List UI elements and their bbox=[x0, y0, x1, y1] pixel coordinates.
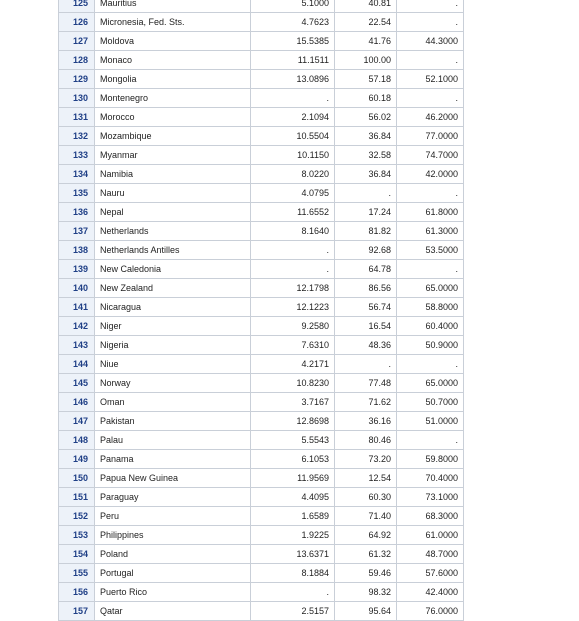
value-column-3-cell: . bbox=[397, 355, 464, 374]
country-name-cell: Monaco bbox=[95, 51, 251, 70]
value-column-1-cell: 4.0795 bbox=[251, 184, 335, 203]
row-number-cell: 133 bbox=[59, 146, 95, 165]
value-column-3-cell: 51.0000 bbox=[397, 412, 464, 431]
value-column-3-cell: 76.0000 bbox=[397, 602, 464, 621]
value-column-2-cell: 40.81 bbox=[335, 0, 397, 13]
country-name-cell: Peru bbox=[95, 507, 251, 526]
value-column-3-cell: 50.9000 bbox=[397, 336, 464, 355]
value-column-2-cell: . bbox=[335, 184, 397, 203]
value-column-3-cell: 68.3000 bbox=[397, 507, 464, 526]
country-name-cell: Netherlands Antilles bbox=[95, 241, 251, 260]
value-column-2-cell: 86.56 bbox=[335, 279, 397, 298]
row-number-cell: 126 bbox=[59, 13, 95, 32]
value-column-2-cell: 98.32 bbox=[335, 583, 397, 602]
value-column-3-cell: 65.0000 bbox=[397, 279, 464, 298]
value-column-2-cell: 36.84 bbox=[335, 127, 397, 146]
value-column-1-cell: . bbox=[251, 583, 335, 602]
value-column-3-cell: . bbox=[397, 184, 464, 203]
data-table-body bbox=[59, 0, 464, 621]
value-column-2-cell: 77.48 bbox=[335, 374, 397, 393]
row-number-cell: 148 bbox=[59, 431, 95, 450]
row-number-cell: 127 bbox=[59, 32, 95, 51]
value-column-1-cell: . bbox=[251, 260, 335, 279]
data-table bbox=[58, 0, 464, 621]
country-name-cell: Qatar bbox=[95, 602, 251, 621]
value-column-3-cell: . bbox=[397, 89, 464, 108]
table-row bbox=[59, 564, 464, 583]
country-name-cell: Nigeria bbox=[95, 336, 251, 355]
value-column-2-cell: 56.02 bbox=[335, 108, 397, 127]
value-column-1-cell: 9.2580 bbox=[251, 317, 335, 336]
row-number-cell: 152 bbox=[59, 507, 95, 526]
country-name-cell: Mongolia bbox=[95, 70, 251, 89]
row-number-cell: 134 bbox=[59, 165, 95, 184]
row-number-cell: 139 bbox=[59, 260, 95, 279]
row-number-cell: 147 bbox=[59, 412, 95, 431]
value-column-1-cell: 4.7623 bbox=[251, 13, 335, 32]
value-column-3-cell: 70.4000 bbox=[397, 469, 464, 488]
value-column-3-cell: 42.4000 bbox=[397, 583, 464, 602]
value-column-1-cell: 11.1511 bbox=[251, 51, 335, 70]
row-number-cell: 135 bbox=[59, 184, 95, 203]
value-column-3-cell: 61.8000 bbox=[397, 203, 464, 222]
table-row bbox=[59, 545, 464, 564]
value-column-2-cell: 60.30 bbox=[335, 488, 397, 507]
value-column-1-cell: 8.1640 bbox=[251, 222, 335, 241]
value-column-3-cell: 57.6000 bbox=[397, 564, 464, 583]
table-row bbox=[59, 279, 464, 298]
row-number-cell: 130 bbox=[59, 89, 95, 108]
value-column-3-cell: 50.7000 bbox=[397, 393, 464, 412]
table-row bbox=[59, 469, 464, 488]
country-name-cell: Mozambique bbox=[95, 127, 251, 146]
table-row bbox=[59, 222, 464, 241]
value-column-1-cell: 4.4095 bbox=[251, 488, 335, 507]
value-column-1-cell: 2.5157 bbox=[251, 602, 335, 621]
value-column-3-cell: . bbox=[397, 431, 464, 450]
value-column-2-cell: 12.54 bbox=[335, 469, 397, 488]
value-column-3-cell: 74.7000 bbox=[397, 146, 464, 165]
value-column-1-cell: 12.1223 bbox=[251, 298, 335, 317]
value-column-1-cell: 12.1798 bbox=[251, 279, 335, 298]
row-number-cell: 132 bbox=[59, 127, 95, 146]
value-column-1-cell: 10.8230 bbox=[251, 374, 335, 393]
table-row bbox=[59, 393, 464, 412]
table-row bbox=[59, 0, 464, 13]
value-column-3-cell: 59.8000 bbox=[397, 450, 464, 469]
country-name-cell: Morocco bbox=[95, 108, 251, 127]
value-column-2-cell: 41.76 bbox=[335, 32, 397, 51]
value-column-2-cell: . bbox=[335, 355, 397, 374]
table-row bbox=[59, 526, 464, 545]
table-row bbox=[59, 431, 464, 450]
table-row bbox=[59, 412, 464, 431]
row-number-cell: 151 bbox=[59, 488, 95, 507]
value-column-1-cell: 5.1000 bbox=[251, 0, 335, 13]
table-row bbox=[59, 51, 464, 70]
row-number-cell: 144 bbox=[59, 355, 95, 374]
value-column-2-cell: 17.24 bbox=[335, 203, 397, 222]
country-name-cell: Puerto Rico bbox=[95, 583, 251, 602]
table-row bbox=[59, 260, 464, 279]
country-name-cell: Portugal bbox=[95, 564, 251, 583]
row-number-cell: 125 bbox=[59, 0, 95, 13]
value-column-2-cell: 16.54 bbox=[335, 317, 397, 336]
row-number-cell: 150 bbox=[59, 469, 95, 488]
value-column-1-cell: 2.1094 bbox=[251, 108, 335, 127]
value-column-2-cell: 36.84 bbox=[335, 165, 397, 184]
row-number-cell: 141 bbox=[59, 298, 95, 317]
value-column-1-cell: 5.5543 bbox=[251, 431, 335, 450]
table-row bbox=[59, 108, 464, 127]
value-column-3-cell: 42.0000 bbox=[397, 165, 464, 184]
value-column-3-cell: 65.0000 bbox=[397, 374, 464, 393]
value-column-3-cell: . bbox=[397, 13, 464, 32]
table-row bbox=[59, 70, 464, 89]
value-column-2-cell: 60.18 bbox=[335, 89, 397, 108]
country-name-cell: New Caledonia bbox=[95, 260, 251, 279]
value-column-3-cell: . bbox=[397, 0, 464, 13]
value-column-3-cell: 61.3000 bbox=[397, 222, 464, 241]
value-column-1-cell: . bbox=[251, 241, 335, 260]
value-column-1-cell: 15.5385 bbox=[251, 32, 335, 51]
row-number-cell: 156 bbox=[59, 583, 95, 602]
country-name-cell: Niger bbox=[95, 317, 251, 336]
country-name-cell: Philippines bbox=[95, 526, 251, 545]
value-column-2-cell: 100.00 bbox=[335, 51, 397, 70]
value-column-1-cell: 13.0896 bbox=[251, 70, 335, 89]
row-number-cell: 157 bbox=[59, 602, 95, 621]
value-column-1-cell: 10.1150 bbox=[251, 146, 335, 165]
value-column-2-cell: 56.74 bbox=[335, 298, 397, 317]
row-number-cell: 128 bbox=[59, 51, 95, 70]
value-column-1-cell: 4.2171 bbox=[251, 355, 335, 374]
value-column-2-cell: 64.78 bbox=[335, 260, 397, 279]
value-column-2-cell: 64.92 bbox=[335, 526, 397, 545]
table-row bbox=[59, 165, 464, 184]
country-name-cell: Mauritius bbox=[95, 0, 251, 13]
table-row bbox=[59, 146, 464, 165]
country-name-cell: Nauru bbox=[95, 184, 251, 203]
table-row bbox=[59, 317, 464, 336]
table-row bbox=[59, 127, 464, 146]
country-name-cell: Palau bbox=[95, 431, 251, 450]
table-row bbox=[59, 184, 464, 203]
value-column-2-cell: 61.32 bbox=[335, 545, 397, 564]
value-column-3-cell: 60.4000 bbox=[397, 317, 464, 336]
data-table-container bbox=[58, 0, 464, 621]
row-number-cell: 131 bbox=[59, 108, 95, 127]
value-column-1-cell: 7.6310 bbox=[251, 336, 335, 355]
table-row bbox=[59, 241, 464, 260]
country-name-cell: Nepal bbox=[95, 203, 251, 222]
value-column-2-cell: 32.58 bbox=[335, 146, 397, 165]
value-column-2-cell: 92.68 bbox=[335, 241, 397, 260]
value-column-3-cell: . bbox=[397, 260, 464, 279]
country-name-cell: Moldova bbox=[95, 32, 251, 51]
row-number-cell: 129 bbox=[59, 70, 95, 89]
value-column-3-cell: 52.1000 bbox=[397, 70, 464, 89]
value-column-3-cell: 53.5000 bbox=[397, 241, 464, 260]
value-column-1-cell: 8.1884 bbox=[251, 564, 335, 583]
row-number-cell: 138 bbox=[59, 241, 95, 260]
country-name-cell: Paraguay bbox=[95, 488, 251, 507]
value-column-2-cell: 95.64 bbox=[335, 602, 397, 621]
value-column-3-cell: . bbox=[397, 51, 464, 70]
country-name-cell: Micronesia, Fed. Sts. bbox=[95, 13, 251, 32]
value-column-2-cell: 22.54 bbox=[335, 13, 397, 32]
value-column-2-cell: 81.82 bbox=[335, 222, 397, 241]
country-name-cell: Niue bbox=[95, 355, 251, 374]
value-column-3-cell: 46.2000 bbox=[397, 108, 464, 127]
table-row bbox=[59, 32, 464, 51]
value-column-1-cell: 3.7167 bbox=[251, 393, 335, 412]
value-column-2-cell: 80.46 bbox=[335, 431, 397, 450]
row-number-cell: 155 bbox=[59, 564, 95, 583]
value-column-2-cell: 36.16 bbox=[335, 412, 397, 431]
table-row bbox=[59, 583, 464, 602]
value-column-2-cell: 48.36 bbox=[335, 336, 397, 355]
row-number-cell: 143 bbox=[59, 336, 95, 355]
table-row bbox=[59, 89, 464, 108]
value-column-3-cell: 61.0000 bbox=[397, 526, 464, 545]
country-name-cell: Panama bbox=[95, 450, 251, 469]
table-row bbox=[59, 602, 464, 621]
country-name-cell: Nicaragua bbox=[95, 298, 251, 317]
row-number-cell: 149 bbox=[59, 450, 95, 469]
value-column-1-cell: 1.9225 bbox=[251, 526, 335, 545]
value-column-1-cell: 12.8698 bbox=[251, 412, 335, 431]
value-column-2-cell: 71.40 bbox=[335, 507, 397, 526]
table-row bbox=[59, 13, 464, 32]
row-number-cell: 153 bbox=[59, 526, 95, 545]
country-name-cell: Poland bbox=[95, 545, 251, 564]
country-name-cell: Netherlands bbox=[95, 222, 251, 241]
country-name-cell: New Zealand bbox=[95, 279, 251, 298]
country-name-cell: Oman bbox=[95, 393, 251, 412]
country-name-cell: Namibia bbox=[95, 165, 251, 184]
row-number-cell: 145 bbox=[59, 374, 95, 393]
table-row bbox=[59, 488, 464, 507]
value-column-3-cell: 58.8000 bbox=[397, 298, 464, 317]
table-row bbox=[59, 355, 464, 374]
table-row bbox=[59, 298, 464, 317]
value-column-2-cell: 57.18 bbox=[335, 70, 397, 89]
value-column-3-cell: 48.7000 bbox=[397, 545, 464, 564]
table-row bbox=[59, 336, 464, 355]
row-number-cell: 136 bbox=[59, 203, 95, 222]
value-column-1-cell: 6.1053 bbox=[251, 450, 335, 469]
country-name-cell: Pakistan bbox=[95, 412, 251, 431]
value-column-1-cell: 11.9569 bbox=[251, 469, 335, 488]
country-name-cell: Papua New Guinea bbox=[95, 469, 251, 488]
row-number-cell: 137 bbox=[59, 222, 95, 241]
country-name-cell: Montenegro bbox=[95, 89, 251, 108]
value-column-3-cell: 77.0000 bbox=[397, 127, 464, 146]
table-row bbox=[59, 450, 464, 469]
value-column-1-cell: 10.5504 bbox=[251, 127, 335, 146]
row-number-cell: 154 bbox=[59, 545, 95, 564]
row-number-cell: 142 bbox=[59, 317, 95, 336]
value-column-3-cell: 44.3000 bbox=[397, 32, 464, 51]
table-row bbox=[59, 374, 464, 393]
value-column-2-cell: 71.62 bbox=[335, 393, 397, 412]
table-row bbox=[59, 203, 464, 222]
value-column-3-cell: 73.1000 bbox=[397, 488, 464, 507]
country-name-cell: Norway bbox=[95, 374, 251, 393]
row-number-cell: 146 bbox=[59, 393, 95, 412]
value-column-2-cell: 73.20 bbox=[335, 450, 397, 469]
row-number-cell: 140 bbox=[59, 279, 95, 298]
value-column-1-cell: 8.0220 bbox=[251, 165, 335, 184]
value-column-1-cell: 13.6371 bbox=[251, 545, 335, 564]
value-column-2-cell: 59.46 bbox=[335, 564, 397, 583]
value-column-1-cell: 1.6589 bbox=[251, 507, 335, 526]
value-column-1-cell: 11.6552 bbox=[251, 203, 335, 222]
country-name-cell: Myanmar bbox=[95, 146, 251, 165]
value-column-1-cell: . bbox=[251, 89, 335, 108]
table-row bbox=[59, 507, 464, 526]
